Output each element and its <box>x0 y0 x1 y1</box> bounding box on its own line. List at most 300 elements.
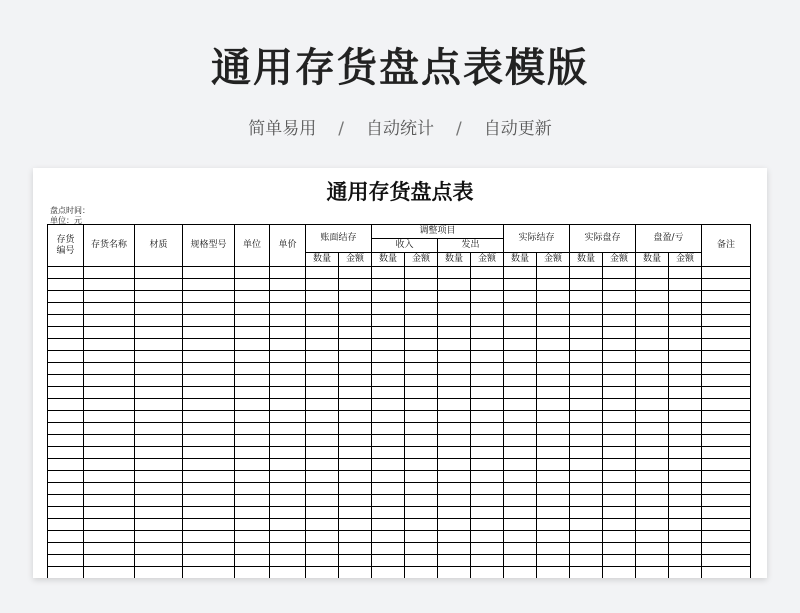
table-cell[interactable] <box>537 267 570 279</box>
table-cell[interactable] <box>438 567 471 579</box>
table-cell[interactable] <box>669 267 702 279</box>
table-cell[interactable] <box>270 291 306 303</box>
table-cell[interactable] <box>48 399 84 411</box>
table-cell[interactable] <box>669 315 702 327</box>
table-cell[interactable] <box>603 555 636 567</box>
table-cell[interactable] <box>84 459 135 471</box>
table-cell[interactable] <box>235 447 270 459</box>
table-cell[interactable] <box>603 543 636 555</box>
table-cell[interactable] <box>603 495 636 507</box>
table-cell[interactable] <box>135 531 183 543</box>
table-cell[interactable] <box>471 375 504 387</box>
table-cell[interactable] <box>183 315 235 327</box>
table-cell[interactable] <box>405 459 438 471</box>
table-cell[interactable] <box>702 411 751 423</box>
table-cell[interactable] <box>471 399 504 411</box>
table-cell[interactable] <box>372 483 405 495</box>
table-cell[interactable] <box>603 267 636 279</box>
table-cell[interactable] <box>270 543 306 555</box>
table-cell[interactable] <box>636 267 669 279</box>
table-cell[interactable] <box>372 543 405 555</box>
table-cell[interactable] <box>306 483 339 495</box>
table-cell[interactable] <box>339 291 372 303</box>
table-cell[interactable] <box>537 279 570 291</box>
table-cell[interactable] <box>135 399 183 411</box>
table-cell[interactable] <box>504 555 537 567</box>
table-cell[interactable] <box>135 435 183 447</box>
table-cell[interactable] <box>702 315 751 327</box>
table-cell[interactable] <box>339 459 372 471</box>
table-cell[interactable] <box>235 555 270 567</box>
table-cell[interactable] <box>471 543 504 555</box>
table-cell[interactable] <box>603 387 636 399</box>
table-cell[interactable] <box>135 291 183 303</box>
table-cell[interactable] <box>372 507 405 519</box>
table-cell[interactable] <box>270 435 306 447</box>
table-cell[interactable] <box>570 447 603 459</box>
table-cell[interactable] <box>471 339 504 351</box>
table-cell[interactable] <box>669 291 702 303</box>
table-cell[interactable] <box>183 471 235 483</box>
table-cell[interactable] <box>702 291 751 303</box>
table-cell[interactable] <box>636 387 669 399</box>
table-cell[interactable] <box>603 327 636 339</box>
table-cell[interactable] <box>372 267 405 279</box>
table-cell[interactable] <box>669 531 702 543</box>
table-cell[interactable] <box>183 339 235 351</box>
table-cell[interactable] <box>183 567 235 579</box>
table-cell[interactable] <box>537 567 570 579</box>
table-cell[interactable] <box>135 423 183 435</box>
table-cell[interactable] <box>306 387 339 399</box>
table-cell[interactable] <box>306 291 339 303</box>
table-cell[interactable] <box>135 555 183 567</box>
table-cell[interactable] <box>471 387 504 399</box>
table-cell[interactable] <box>48 339 84 351</box>
table-cell[interactable] <box>135 459 183 471</box>
table-cell[interactable] <box>135 279 183 291</box>
table-cell[interactable] <box>537 351 570 363</box>
table-cell[interactable] <box>636 363 669 375</box>
table-cell[interactable] <box>306 507 339 519</box>
table-cell[interactable] <box>471 531 504 543</box>
table-cell[interactable] <box>183 399 235 411</box>
table-cell[interactable] <box>84 327 135 339</box>
table-cell[interactable] <box>405 543 438 555</box>
table-cell[interactable] <box>135 483 183 495</box>
table-cell[interactable] <box>636 327 669 339</box>
table-cell[interactable] <box>306 543 339 555</box>
table-cell[interactable] <box>537 327 570 339</box>
table-cell[interactable] <box>48 291 84 303</box>
table-cell[interactable] <box>135 471 183 483</box>
table-cell[interactable] <box>306 303 339 315</box>
table-cell[interactable] <box>471 567 504 579</box>
table-cell[interactable] <box>270 399 306 411</box>
table-cell[interactable] <box>135 363 183 375</box>
table-cell[interactable] <box>84 411 135 423</box>
table-cell[interactable] <box>438 555 471 567</box>
table-cell[interactable] <box>669 387 702 399</box>
table-cell[interactable] <box>603 483 636 495</box>
table-cell[interactable] <box>405 423 438 435</box>
table-cell[interactable] <box>306 447 339 459</box>
table-cell[interactable] <box>438 507 471 519</box>
table-cell[interactable] <box>372 447 405 459</box>
table-cell[interactable] <box>372 411 405 423</box>
table-cell[interactable] <box>504 423 537 435</box>
table-cell[interactable] <box>372 279 405 291</box>
table-cell[interactable] <box>570 519 603 531</box>
table-cell[interactable] <box>438 495 471 507</box>
table-cell[interactable] <box>669 411 702 423</box>
table-cell[interactable] <box>339 411 372 423</box>
table-cell[interactable] <box>570 495 603 507</box>
table-cell[interactable] <box>48 411 84 423</box>
table-cell[interactable] <box>84 435 135 447</box>
table-cell[interactable] <box>603 411 636 423</box>
table-cell[interactable] <box>471 519 504 531</box>
table-cell[interactable] <box>702 483 751 495</box>
table-cell[interactable] <box>471 459 504 471</box>
table-cell[interactable] <box>270 507 306 519</box>
table-cell[interactable] <box>84 267 135 279</box>
table-cell[interactable] <box>537 435 570 447</box>
table-cell[interactable] <box>270 267 306 279</box>
table-cell[interactable] <box>48 279 84 291</box>
table-cell[interactable] <box>84 351 135 363</box>
table-cell[interactable] <box>537 543 570 555</box>
table-cell[interactable] <box>570 423 603 435</box>
table-cell[interactable] <box>636 471 669 483</box>
table-cell[interactable] <box>603 471 636 483</box>
table-cell[interactable] <box>438 327 471 339</box>
table-cell[interactable] <box>537 507 570 519</box>
table-cell[interactable] <box>84 531 135 543</box>
table-cell[interactable] <box>504 567 537 579</box>
table-cell[interactable] <box>270 447 306 459</box>
table-cell[interactable] <box>537 459 570 471</box>
table-cell[interactable] <box>471 303 504 315</box>
table-cell[interactable] <box>306 471 339 483</box>
table-cell[interactable] <box>84 363 135 375</box>
table-cell[interactable] <box>570 351 603 363</box>
table-cell[interactable] <box>270 315 306 327</box>
table-cell[interactable] <box>306 459 339 471</box>
table-cell[interactable] <box>636 279 669 291</box>
table-cell[interactable] <box>603 303 636 315</box>
table-cell[interactable] <box>235 291 270 303</box>
table-cell[interactable] <box>270 363 306 375</box>
table-cell[interactable] <box>570 543 603 555</box>
table-cell[interactable] <box>669 399 702 411</box>
table-cell[interactable] <box>471 327 504 339</box>
table-cell[interactable] <box>306 423 339 435</box>
table-cell[interactable] <box>504 411 537 423</box>
table-cell[interactable] <box>270 351 306 363</box>
table-cell[interactable] <box>372 351 405 363</box>
table-cell[interactable] <box>471 423 504 435</box>
table-cell[interactable] <box>537 531 570 543</box>
table-cell[interactable] <box>636 567 669 579</box>
table-cell[interactable] <box>702 339 751 351</box>
table-cell[interactable] <box>270 531 306 543</box>
table-cell[interactable] <box>405 507 438 519</box>
table-cell[interactable] <box>339 483 372 495</box>
table-cell[interactable] <box>471 555 504 567</box>
table-cell[interactable] <box>636 531 669 543</box>
table-cell[interactable] <box>570 267 603 279</box>
table-cell[interactable] <box>438 531 471 543</box>
table-cell[interactable] <box>438 387 471 399</box>
table-cell[interactable] <box>570 483 603 495</box>
table-cell[interactable] <box>405 267 438 279</box>
table-cell[interactable] <box>405 567 438 579</box>
table-cell[interactable] <box>504 531 537 543</box>
table-cell[interactable] <box>636 315 669 327</box>
table-cell[interactable] <box>504 495 537 507</box>
table-cell[interactable] <box>504 483 537 495</box>
table-cell[interactable] <box>603 291 636 303</box>
table-cell[interactable] <box>183 483 235 495</box>
table-cell[interactable] <box>438 351 471 363</box>
table-cell[interactable] <box>438 399 471 411</box>
table-cell[interactable] <box>48 507 84 519</box>
table-cell[interactable] <box>537 483 570 495</box>
table-cell[interactable] <box>702 279 751 291</box>
table-cell[interactable] <box>135 375 183 387</box>
table-cell[interactable] <box>339 351 372 363</box>
table-cell[interactable] <box>471 291 504 303</box>
table-cell[interactable] <box>570 399 603 411</box>
table-cell[interactable] <box>372 423 405 435</box>
table-cell[interactable] <box>636 507 669 519</box>
table-cell[interactable] <box>339 447 372 459</box>
table-cell[interactable] <box>669 567 702 579</box>
table-cell[interactable] <box>339 399 372 411</box>
table-cell[interactable] <box>570 435 603 447</box>
table-cell[interactable] <box>306 339 339 351</box>
table-cell[interactable] <box>636 375 669 387</box>
table-cell[interactable] <box>306 279 339 291</box>
table-cell[interactable] <box>235 507 270 519</box>
table-cell[interactable] <box>702 507 751 519</box>
table-cell[interactable] <box>48 531 84 543</box>
table-cell[interactable] <box>504 459 537 471</box>
table-cell[interactable] <box>669 339 702 351</box>
table-cell[interactable] <box>135 327 183 339</box>
table-cell[interactable] <box>405 531 438 543</box>
table-cell[interactable] <box>438 543 471 555</box>
table-cell[interactable] <box>48 375 84 387</box>
table-cell[interactable] <box>603 531 636 543</box>
table-cell[interactable] <box>504 339 537 351</box>
table-cell[interactable] <box>183 279 235 291</box>
table-cell[interactable] <box>405 291 438 303</box>
table-cell[interactable] <box>135 495 183 507</box>
table-cell[interactable] <box>372 459 405 471</box>
table-cell[interactable] <box>537 303 570 315</box>
table-cell[interactable] <box>603 447 636 459</box>
table-cell[interactable] <box>603 435 636 447</box>
table-cell[interactable] <box>669 375 702 387</box>
table-cell[interactable] <box>636 543 669 555</box>
table-cell[interactable] <box>471 411 504 423</box>
table-cell[interactable] <box>306 351 339 363</box>
table-cell[interactable] <box>603 507 636 519</box>
table-cell[interactable] <box>339 519 372 531</box>
table-cell[interactable] <box>603 339 636 351</box>
table-cell[interactable] <box>372 471 405 483</box>
table-cell[interactable] <box>84 423 135 435</box>
table-cell[interactable] <box>48 471 84 483</box>
table-cell[interactable] <box>471 363 504 375</box>
table-cell[interactable] <box>702 555 751 567</box>
table-cell[interactable] <box>183 303 235 315</box>
table-cell[interactable] <box>504 543 537 555</box>
table-cell[interactable] <box>84 519 135 531</box>
table-cell[interactable] <box>570 363 603 375</box>
table-cell[interactable] <box>270 495 306 507</box>
table-cell[interactable] <box>84 303 135 315</box>
table-cell[interactable] <box>504 291 537 303</box>
table-cell[interactable] <box>405 495 438 507</box>
table-cell[interactable] <box>603 351 636 363</box>
table-cell[interactable] <box>471 351 504 363</box>
table-cell[interactable] <box>235 375 270 387</box>
table-cell[interactable] <box>471 483 504 495</box>
table-cell[interactable] <box>603 399 636 411</box>
table-cell[interactable] <box>603 423 636 435</box>
table-cell[interactable] <box>669 435 702 447</box>
table-cell[interactable] <box>702 423 751 435</box>
table-cell[interactable] <box>135 315 183 327</box>
table-cell[interactable] <box>339 303 372 315</box>
table-cell[interactable] <box>84 315 135 327</box>
table-cell[interactable] <box>405 483 438 495</box>
table-cell[interactable] <box>372 303 405 315</box>
table-cell[interactable] <box>570 567 603 579</box>
table-cell[interactable] <box>504 327 537 339</box>
table-cell[interactable] <box>339 279 372 291</box>
table-cell[interactable] <box>636 351 669 363</box>
table-cell[interactable] <box>372 519 405 531</box>
table-cell[interactable] <box>438 291 471 303</box>
table-cell[interactable] <box>84 447 135 459</box>
table-cell[interactable] <box>669 543 702 555</box>
table-cell[interactable] <box>235 495 270 507</box>
table-cell[interactable] <box>669 555 702 567</box>
table-cell[interactable] <box>235 423 270 435</box>
table-cell[interactable] <box>636 555 669 567</box>
table-cell[interactable] <box>84 555 135 567</box>
table-cell[interactable] <box>603 375 636 387</box>
table-cell[interactable] <box>438 375 471 387</box>
table-cell[interactable] <box>702 399 751 411</box>
table-cell[interactable] <box>372 531 405 543</box>
table-cell[interactable] <box>669 471 702 483</box>
table-cell[interactable] <box>405 387 438 399</box>
table-cell[interactable] <box>235 303 270 315</box>
table-cell[interactable] <box>504 279 537 291</box>
table-cell[interactable] <box>235 411 270 423</box>
table-cell[interactable] <box>372 435 405 447</box>
table-cell[interactable] <box>339 387 372 399</box>
table-cell[interactable] <box>270 567 306 579</box>
table-cell[interactable] <box>48 459 84 471</box>
table-cell[interactable] <box>438 315 471 327</box>
table-cell[interactable] <box>372 567 405 579</box>
table-cell[interactable] <box>235 267 270 279</box>
table-cell[interactable] <box>537 495 570 507</box>
table-cell[interactable] <box>570 411 603 423</box>
table-cell[interactable] <box>471 267 504 279</box>
table-cell[interactable] <box>339 471 372 483</box>
table-cell[interactable] <box>48 327 84 339</box>
table-cell[interactable] <box>135 411 183 423</box>
table-cell[interactable] <box>405 375 438 387</box>
table-cell[interactable] <box>270 471 306 483</box>
table-cell[interactable] <box>48 351 84 363</box>
table-cell[interactable] <box>339 327 372 339</box>
table-cell[interactable] <box>235 351 270 363</box>
table-cell[interactable] <box>84 279 135 291</box>
table-cell[interactable] <box>405 279 438 291</box>
table-cell[interactable] <box>339 507 372 519</box>
table-cell[interactable] <box>669 483 702 495</box>
table-cell[interactable] <box>669 423 702 435</box>
table-cell[interactable] <box>537 519 570 531</box>
table-cell[interactable] <box>372 495 405 507</box>
table-cell[interactable] <box>669 351 702 363</box>
table-cell[interactable] <box>537 387 570 399</box>
table-cell[interactable] <box>183 351 235 363</box>
table-cell[interactable] <box>537 291 570 303</box>
table-cell[interactable] <box>438 423 471 435</box>
table-cell[interactable] <box>84 471 135 483</box>
table-cell[interactable] <box>306 495 339 507</box>
table-cell[interactable] <box>339 339 372 351</box>
table-cell[interactable] <box>372 375 405 387</box>
table-cell[interactable] <box>339 543 372 555</box>
table-cell[interactable] <box>471 447 504 459</box>
table-cell[interactable] <box>537 411 570 423</box>
table-cell[interactable] <box>270 387 306 399</box>
table-cell[interactable] <box>702 495 751 507</box>
table-cell[interactable] <box>306 363 339 375</box>
table-cell[interactable] <box>183 519 235 531</box>
table-cell[interactable] <box>84 507 135 519</box>
table-cell[interactable] <box>183 447 235 459</box>
table-cell[interactable] <box>372 339 405 351</box>
table-cell[interactable] <box>405 435 438 447</box>
table-cell[interactable] <box>702 435 751 447</box>
table-cell[interactable] <box>537 423 570 435</box>
table-cell[interactable] <box>438 483 471 495</box>
table-cell[interactable] <box>84 495 135 507</box>
table-cell[interactable] <box>702 531 751 543</box>
table-cell[interactable] <box>405 363 438 375</box>
table-cell[interactable] <box>702 447 751 459</box>
table-cell[interactable] <box>183 459 235 471</box>
table-cell[interactable] <box>504 435 537 447</box>
table-cell[interactable] <box>669 279 702 291</box>
table-cell[interactable] <box>438 471 471 483</box>
table-cell[interactable] <box>570 531 603 543</box>
table-cell[interactable] <box>702 375 751 387</box>
table-cell[interactable] <box>570 471 603 483</box>
table-cell[interactable] <box>405 411 438 423</box>
